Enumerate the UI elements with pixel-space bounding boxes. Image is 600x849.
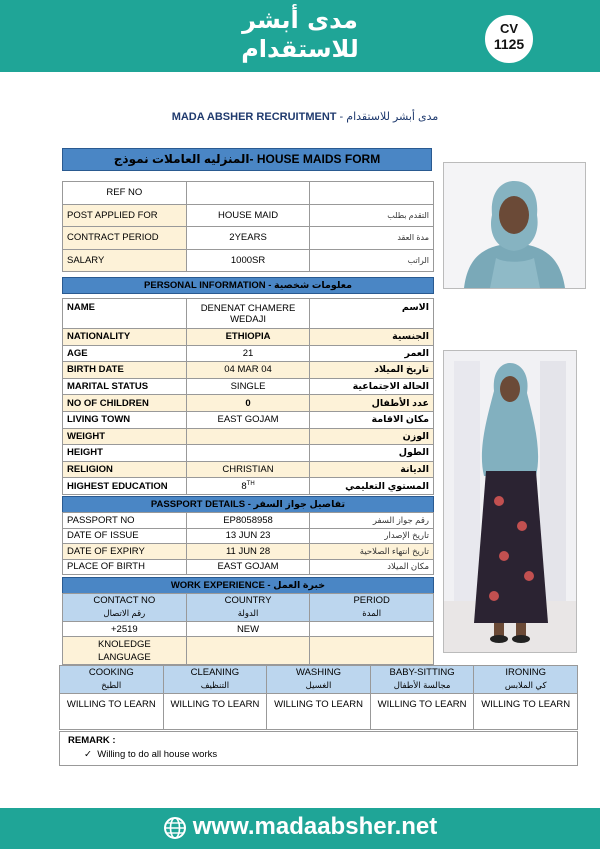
contact-header-en: CONTACT NO (93, 595, 156, 606)
education-suffix: TH (246, 480, 255, 487)
language-value (186, 637, 310, 665)
marital-status-ar: الحالة الاجتماعية (310, 378, 434, 395)
cleaning-header (163, 666, 267, 694)
marital-status-label: MARITAL STATUS (63, 378, 187, 395)
brand-line-2: للاستقدام (241, 35, 359, 63)
language-label (63, 637, 187, 665)
babysitting-header (370, 666, 474, 694)
religion-value: CHRISTIAN (186, 461, 310, 478)
table-row (63, 204, 434, 227)
work-table (62, 593, 434, 665)
contact-value: +2519 (63, 622, 187, 637)
country-value: NEW (186, 622, 310, 637)
brand-line-1: مدى أبشر (242, 6, 358, 34)
table-row (63, 478, 434, 495)
washing-header-en: WASHING (295, 667, 342, 678)
contact-header-ar: رقم الاتصال (103, 608, 146, 618)
table-row (63, 329, 434, 346)
personal-info-title: PERSONAL INFORMATION - معلومات شخصية (62, 277, 434, 294)
portrait-photo (443, 162, 586, 289)
cv-number: 1125 (493, 36, 525, 52)
subtitle-sep: - (336, 111, 347, 123)
issue-date-ar: تاريخ الإصدار (310, 528, 434, 544)
table-row (63, 637, 434, 665)
table-row (63, 395, 434, 412)
table-row (63, 559, 434, 575)
language-label-line-1: KNOLEDGE (97, 638, 151, 650)
expiry-date-ar: تاريخ انتهاء الصلاحية (310, 544, 434, 560)
period-header-ar: المدة (362, 608, 382, 618)
form-title: المنزليه العاملات نموذج- HOUSE MAIDS FORM (62, 148, 432, 171)
table-row (63, 528, 434, 544)
weight-value (186, 428, 310, 445)
table-row (63, 461, 434, 478)
portrait-illustration (444, 163, 585, 288)
language-extra (310, 637, 434, 665)
children-value: 0 (186, 395, 310, 412)
language-label-line-2: LANGUAGE (97, 651, 151, 663)
table-row (63, 622, 434, 637)
age-value: 21 (186, 345, 310, 362)
country-header (186, 594, 310, 622)
ironing-header-en: IRONING (505, 667, 546, 678)
babysitting-header-en: BABY-SITTING (389, 667, 455, 678)
globe-icon (163, 816, 187, 840)
children-label: NO OF CHILDREN (63, 395, 187, 412)
skills-table (59, 665, 578, 730)
name-value: DENENAT CHAMERE WEDAJI (186, 299, 310, 329)
passport-no-ar: رقم جواز السفر (310, 513, 434, 529)
religion-ar: الديانة (310, 461, 434, 478)
ironing-header (474, 666, 578, 694)
table-row (63, 227, 434, 250)
height-ar: الطول (310, 445, 434, 462)
weight-ar: الوزن (310, 428, 434, 445)
education-label: HIGHEST EDUCATION (63, 478, 187, 495)
nationality-label: NATIONALITY (63, 329, 187, 346)
contract-period-value: 2YEARS (186, 227, 310, 250)
table-row (63, 445, 434, 462)
salary-value: 1000SR (186, 249, 310, 272)
table-row (63, 345, 434, 362)
country-header-en: COUNTRY (224, 595, 272, 606)
subtitle-ar: مدى أبشر للاستقدام (346, 111, 439, 123)
remark-text: Willing to do all house works (97, 749, 218, 760)
post-applied-label: POST APPLIED FOR (63, 204, 187, 227)
ironing-value: WILLING TO LEARN (474, 694, 578, 730)
nationality-value: ETHIOPIA (186, 329, 310, 346)
washing-header-ar: الغسيل (305, 680, 332, 690)
babysitting-header-ar: مجالسة الأطفال (393, 680, 451, 690)
table-row (60, 666, 578, 694)
passport-no-label: PASSPORT NO (63, 513, 187, 529)
country-header-ar: الدولة (237, 608, 259, 618)
religion-label: RELIGION (63, 461, 187, 478)
issue-date-label: DATE OF ISSUE (63, 528, 187, 544)
website-text: www.madaabsher.net (192, 813, 438, 840)
passport-title: PASSPORT DETAILS - تفاصيل جواز السفر (62, 496, 434, 513)
ironing-header-ar: كي الملابس (504, 680, 547, 690)
expiry-date-label: DATE OF EXPIRY (63, 544, 187, 560)
age-ar: العمر (310, 345, 434, 362)
birth-date-value: 04 MAR 04 (186, 362, 310, 379)
table-row (63, 378, 434, 395)
birth-date-ar: تاريخ الميلاد (310, 362, 434, 379)
education-value (186, 478, 310, 495)
remark-item (84, 749, 569, 760)
salary-ar: الراتب (310, 249, 434, 272)
weight-label: WEIGHT (63, 428, 187, 445)
living-town-label: LIVING TOWN (63, 411, 187, 428)
subtitle-en: MADA ABSHER RECRUITMENT (171, 111, 337, 123)
table-row (63, 594, 434, 622)
cooking-header-en: COOKING (88, 667, 134, 678)
marital-status-value: SINGLE (186, 378, 310, 395)
period-header (310, 594, 434, 622)
height-label: HEIGHT (63, 445, 187, 462)
place-of-birth-value: EAST GOJAM (186, 559, 310, 575)
table-row (63, 428, 434, 445)
table-row (63, 513, 434, 529)
ref-no-value (186, 182, 310, 205)
education-ar: المستوي التعليمي (310, 478, 434, 495)
washing-value: WILLING TO LEARN (267, 694, 371, 730)
table-row (63, 362, 434, 379)
living-town-ar: مكان الاقامة (310, 411, 434, 428)
contract-period-ar: مدة العقد (310, 227, 434, 250)
full-body-photo (443, 350, 577, 653)
height-value (186, 445, 310, 462)
cooking-value: WILLING TO LEARN (60, 694, 164, 730)
issue-date-value: 13 JUN 23 (186, 528, 310, 544)
place-of-birth-label: PLACE OF BIRTH (63, 559, 187, 575)
post-applied-ar: التقدم بطلب (310, 204, 434, 227)
table-row (63, 299, 434, 329)
website-link[interactable] (0, 812, 600, 842)
name-label: NAME (63, 299, 187, 329)
babysitting-value: WILLING TO LEARN (370, 694, 474, 730)
job-table (62, 181, 434, 272)
check-icon: ✓ (84, 749, 92, 760)
personal-table (62, 298, 434, 495)
expiry-date-value: 11 JUN 28 (186, 544, 310, 560)
full-body-illustration (444, 351, 576, 652)
place-of-birth-ar: مكان الميلاد (310, 559, 434, 575)
table-row (63, 182, 434, 205)
table-row (60, 694, 578, 730)
post-applied-value: HOUSE MAID (186, 204, 310, 227)
name-ar: الاسم (310, 299, 434, 329)
living-town-value: EAST GOJAM (186, 411, 310, 428)
ref-no-ar (310, 182, 434, 205)
cleaning-header-en: CLEANING (190, 667, 240, 678)
cv-label: CV (499, 21, 519, 36)
cleaning-value: WILLING TO LEARN (163, 694, 267, 730)
contact-header (63, 594, 187, 622)
table-row (63, 544, 434, 560)
remark-box (59, 731, 578, 766)
age-label: AGE (63, 345, 187, 362)
table-row (63, 249, 434, 272)
cooking-header-ar: الطبخ (101, 680, 122, 690)
cooking-header (60, 666, 164, 694)
passport-no-value: EP8058958 (186, 513, 310, 529)
period-header-en: PERIOD (353, 595, 390, 606)
remark-label: REMARK : (68, 735, 116, 746)
cv-badge (482, 12, 536, 66)
ref-no-label: REF NO (63, 182, 187, 205)
education-number: 8 (241, 480, 247, 492)
salary-label: SALARY (63, 249, 187, 272)
nationality-ar: الجنسية (310, 329, 434, 346)
passport-table (62, 512, 434, 575)
cleaning-header-ar: التنظيف (200, 680, 230, 690)
washing-header (267, 666, 371, 694)
birth-date-label: BIRTH DATE (63, 362, 187, 379)
agency-subtitle (140, 110, 470, 123)
period-value (310, 622, 434, 637)
table-row (63, 411, 434, 428)
contract-period-label: CONTRACT PERIOD (63, 227, 187, 250)
children-ar: عدد الأطفال (310, 395, 434, 412)
work-experience-title: WORK EXPERIENCE - خبرة العمل (62, 577, 434, 594)
